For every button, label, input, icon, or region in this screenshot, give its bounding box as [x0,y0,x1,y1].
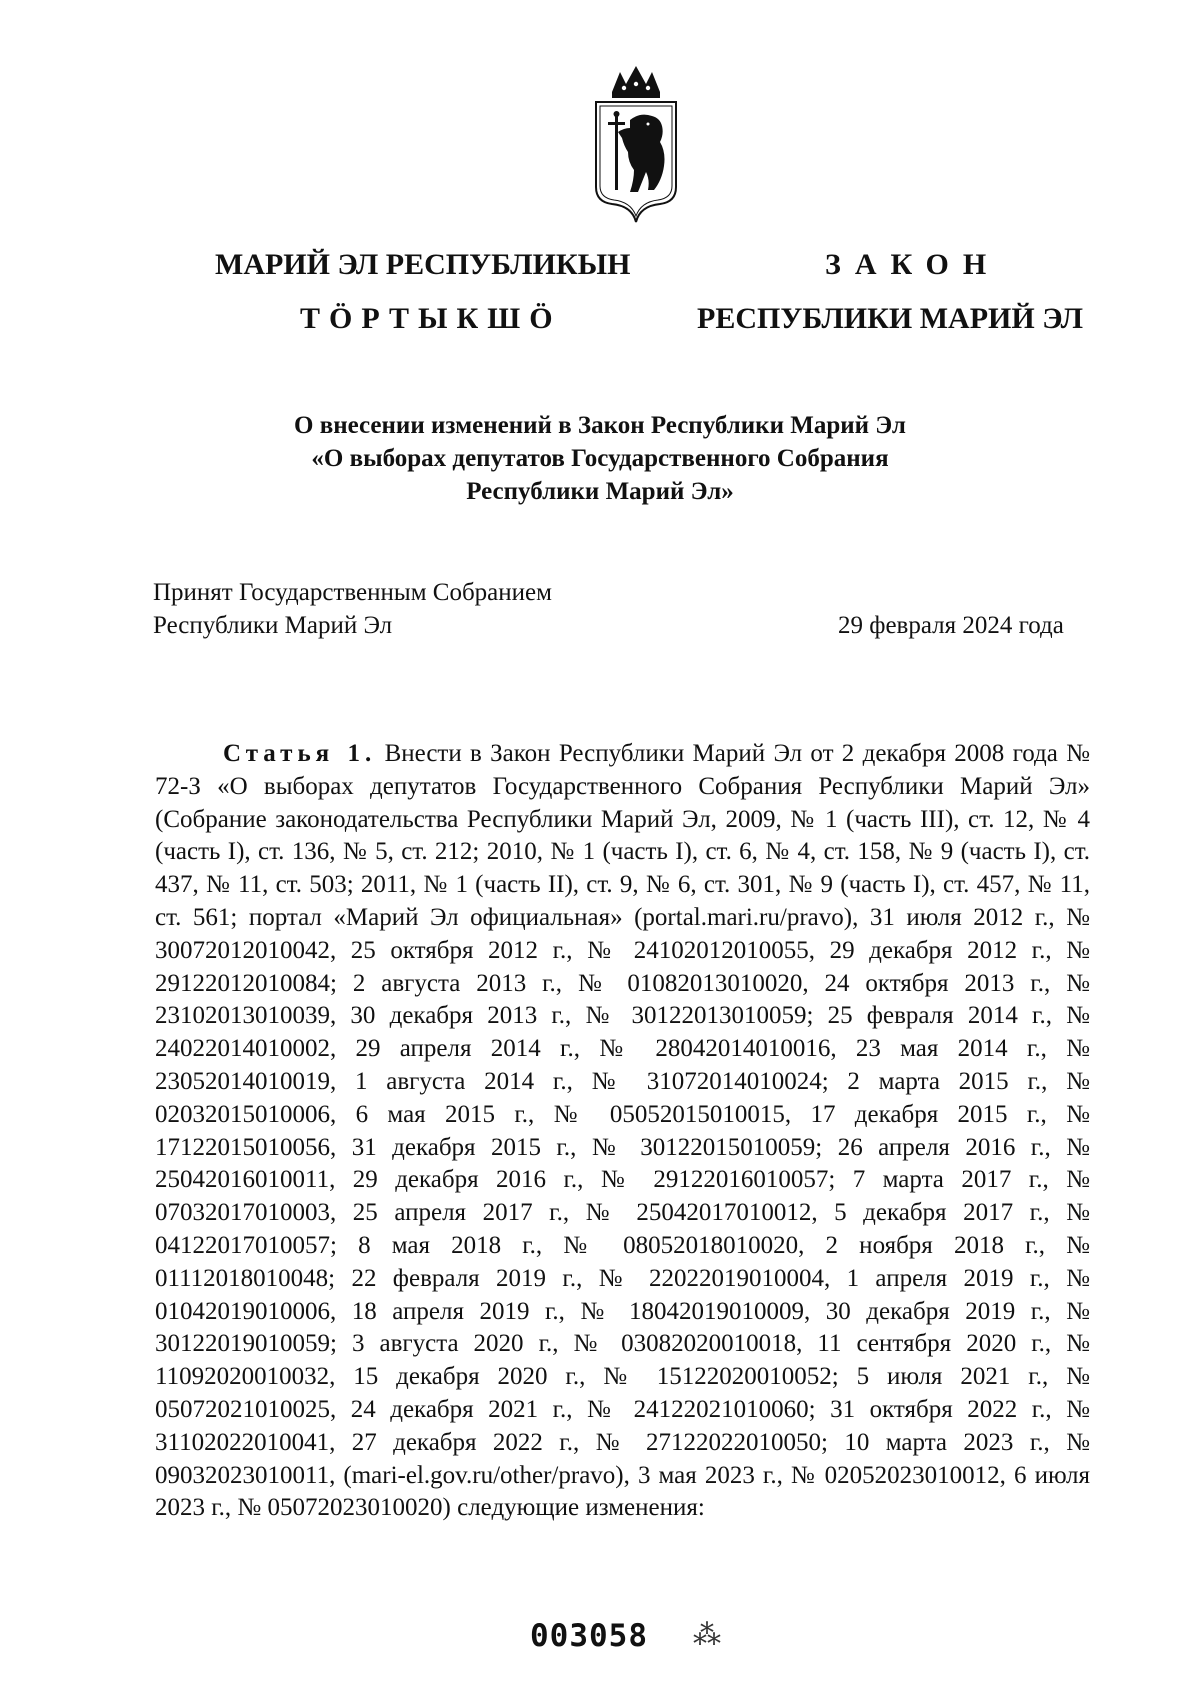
header-mari-line2: ТӦРТЫКШӦ [300,302,562,335]
header-russian-line1: ЗАКОН [825,248,1001,281]
article-1-text: Внести в Закон Республики Марий Эл от 2 декабря 2008 года № 72-З «О выборах депутатов Государственного Собрания Республики Марий Эл» (Собрание законодательства Республики Марий Эл, 2009, № 1 (часть III), ст. 12, № 4 (часть I), ст. 136, № 5, ст. 212; 2010, № 1 (часть I), ст. 6, № 4, ст. 158, № 9 (часть I), ст. 437, № 11, ст. 503; 2011, № 1 (часть II), ст. 9, № 6, ст. 301, № 9 (часть I), ст. 457, № 11, ст. 561; портал «Марий Эл официальная» (portal.mari.ru/pravo), 31 июля 2012 г., № 30072012010042, 25 октября 2012 г., № 24102012010055, 29 декабря 2012 г., № 29122012010084; 2 августа 2013 г., № 01082013010020, 24 октября 2013 г., № 23102013010039, 30 декабря 2013 г., № 30122013010059; 25 февраля 2014 г., № 24022014010002, 29 апреля 2014 г., № 28042014010016, 23 мая 2014 г., № 23052014010019, 1 августа 2014 г., № 31072014010024; 2 марта 2015 г., № 02032015010006, 6 мая 2015 г., № 05052015010015, 17 декабря 2015 г., № 17122015010056, 31 декабря 2015 г., № 30122015010059; 26 апреля 2016 г., № 25042016010011, 29 декабря 2016 г., № 29122016010057; 7 марта 2017 г., № 07032017010003, 25 апреля 2017 г., № 25042017010012, 5 декабря 2017 г., № 04122017010057; 8 мая 2018 г., № 08052018010020, 2 ноября 2018 г., № 01112018010048; 22 февраля 2019 г., № 22022019010004, 1 апреля 2019 г., № 01042019010006, 18 апреля 2019 г., № 18042019010009, 30 декабря 2019 г., № 30122019010059; 3 августа 2020 г., № 03082020010018, 11 сентября 2020 г., № 11092020010032, 15 декабря 2020 г., № 15122020010052; 5 июля 2021 г., № 05072021010025, 24 декабря 2021 г., № 24122021010060; 31 октября 2022 г., № 31102022010041, 27 декабря 2022 г., № 27122022010050; 10 марта 2023 г., № 09032023010011, (mari-el.gov.ru/other/pravo), 3 мая 2023 г., № 02052023010012, 6 июля 2023 г., № 05072023010020) следующие изменения: [155,740,1090,1522]
law-title-line1: О внесении изменений в Закон Республики Марий Эл [294,412,906,439]
header-russian-line2: РЕСПУБЛИКИ МАРИЙ ЭЛ [697,302,1084,335]
article-1-label: Статья 1. [223,740,377,767]
adopted-line2: Республики Марий Эл [153,612,393,639]
article-1 [155,738,1090,1525]
adopted-date: 29 февраля 2024 года [838,612,1064,639]
adopted-line1: Принят Государственным Собранием [153,579,552,606]
stamp-mark-icon: ⁂ [693,1620,721,1651]
document-serial-number: 003058 [530,1618,648,1654]
header-mari-line1: МАРИЙ ЭЛ РЕСПУБЛИКЫН [215,248,631,281]
coat-of-arms-icon [590,62,682,232]
law-title [150,409,1050,508]
law-title-line2: «О выборах депутатов Государственного Собрания [311,445,889,472]
law-title-line3: Республики Марий Эл» [466,478,734,505]
